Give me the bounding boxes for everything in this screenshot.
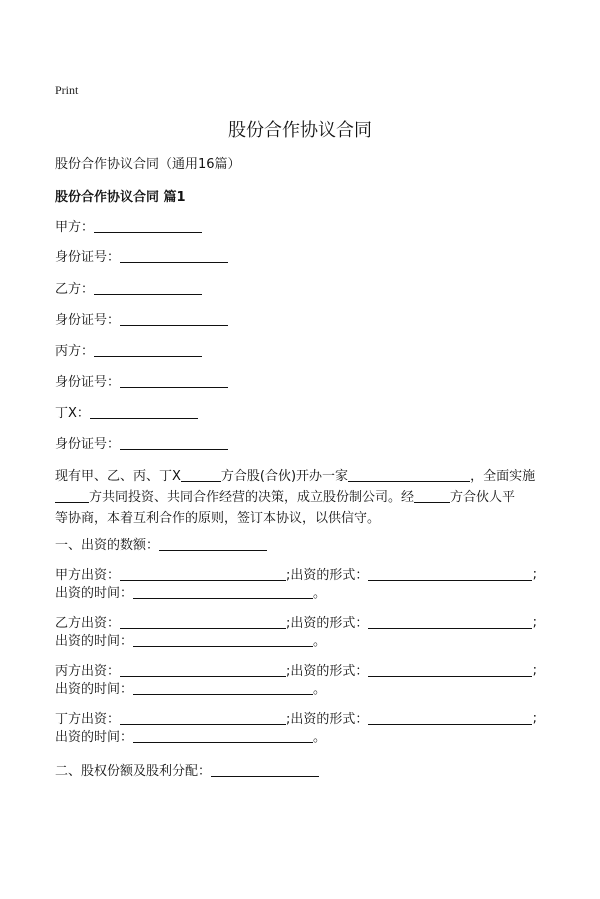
intro-line-3	[55, 508, 550, 529]
contrib-form-label: ;出资的形式：	[286, 568, 369, 583]
party-a-row	[55, 218, 202, 236]
contrib-c-row	[55, 662, 545, 680]
contrib-semicolon: ;	[532, 711, 537, 726]
party-b-id-row	[55, 311, 228, 329]
party-b-id-blank	[120, 311, 228, 326]
contrib-form-blank	[368, 614, 532, 629]
party-a-id-row	[55, 248, 228, 266]
clause-2-label: 二、股权份额及股利分配：	[55, 764, 212, 779]
intro-text: 等协商，本着互利合作的原则，签订本协议，以供信守。	[55, 511, 381, 526]
party-b-blank	[94, 280, 202, 295]
party-c-id-blank	[120, 373, 228, 388]
contrib-form-blank	[368, 710, 532, 725]
contrib-amount-blank	[120, 662, 286, 677]
party-c-label: 丙方：	[55, 344, 95, 359]
intro-blank	[55, 488, 89, 503]
intro-line-1	[55, 466, 550, 487]
intro-blank	[348, 467, 470, 482]
contrib-time-label: 出资的时间：	[55, 586, 134, 601]
intro-text: 方共同投资、共同合作经营的决策，成立股份制公司。经	[89, 490, 415, 505]
contrib-semicolon: ;	[532, 567, 537, 582]
intro-paragraph	[55, 466, 550, 529]
intro-blank	[181, 467, 221, 482]
party-d-id-label: 身份证号：	[55, 437, 121, 452]
contrib-amount-blank	[120, 710, 286, 725]
contrib-time-label: 出资的时间：	[55, 682, 134, 697]
party-c-blank	[94, 342, 202, 357]
clause-2-row	[55, 762, 319, 780]
contrib-form-label: ;出资的形式：	[286, 616, 369, 631]
contrib-period: 。	[313, 586, 327, 601]
party-d-id-blank	[120, 435, 228, 450]
contrib-semicolon: ;	[532, 615, 537, 630]
contrib-time-blank	[133, 632, 313, 647]
print-link[interactable]: Print	[55, 83, 79, 97]
party-c-id-row	[55, 373, 228, 391]
party-a-id-label: 身份证号：	[55, 250, 121, 265]
party-b-label: 乙方：	[55, 282, 95, 297]
party-d-row	[55, 404, 198, 422]
contrib-time-blank	[133, 728, 313, 743]
intro-blank	[414, 488, 450, 503]
contrib-period: 。	[313, 634, 327, 649]
contrib-party-label: 丁方出资：	[55, 712, 121, 727]
clause-2-blank	[211, 762, 319, 777]
contrib-party-label: 丙方出资：	[55, 664, 121, 679]
contrib-time-label: 出资的时间：	[55, 634, 134, 649]
intro-line-2	[55, 487, 550, 508]
contrib-d-time-row	[55, 728, 545, 746]
party-c-id-label: 身份证号：	[55, 375, 121, 390]
party-d-id-row	[55, 435, 228, 453]
contrib-b-row	[55, 614, 545, 632]
document-subtitle: 股份合作协议合同（通用16篇）	[55, 157, 241, 172]
section-heading: 股份合作协议合同 篇1	[55, 190, 186, 205]
contrib-time-label: 出资的时间：	[55, 730, 134, 745]
party-a-id-blank	[120, 248, 228, 263]
contrib-time-blank	[133, 680, 313, 695]
contrib-d-row	[55, 710, 545, 728]
contrib-amount-blank	[120, 614, 286, 629]
party-a-blank	[94, 218, 202, 233]
document-title: 股份合作协议合同	[228, 120, 372, 141]
intro-text: 方合伙人平	[450, 490, 516, 505]
party-b-id-label: 身份证号：	[55, 313, 121, 328]
party-d-blank	[90, 404, 198, 419]
contrib-party-label: 乙方出资：	[55, 616, 121, 631]
contrib-form-label: ;出资的形式：	[286, 664, 369, 679]
contrib-semicolon: ;	[532, 663, 537, 678]
contrib-period: 。	[313, 682, 327, 697]
party-a-label: 甲方：	[55, 220, 95, 235]
contrib-form-blank	[368, 662, 532, 677]
contrib-a-time-row	[55, 584, 545, 602]
clause-1-row	[55, 536, 267, 554]
contrib-time-blank	[133, 584, 313, 599]
contrib-form-label: ;出资的形式：	[286, 712, 369, 727]
intro-text: ，全面实施	[470, 469, 536, 484]
contrib-form-blank	[368, 566, 532, 581]
contrib-amount-blank	[120, 566, 286, 581]
clause-1-blank	[159, 536, 267, 551]
intro-text: 现有甲、乙、丙、丁X	[55, 469, 181, 484]
contrib-b-time-row	[55, 632, 545, 650]
contrib-period: 。	[313, 730, 327, 745]
party-c-row	[55, 342, 202, 360]
clause-1-label: 一、出资的数额：	[55, 538, 160, 553]
contrib-c-time-row	[55, 680, 545, 698]
contrib-party-label: 甲方出资：	[55, 568, 121, 583]
contrib-a-row	[55, 566, 545, 584]
intro-text: 方合股(合伙)开办一家	[220, 469, 349, 484]
party-b-row	[55, 280, 202, 298]
party-d-label: 丁X：	[55, 406, 90, 421]
